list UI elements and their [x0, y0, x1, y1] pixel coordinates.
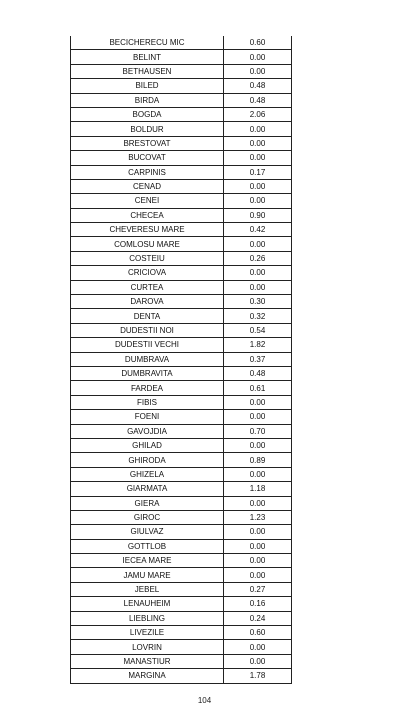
locality-name-cell: CURTEA — [71, 280, 224, 294]
locality-name-cell: LOVRIN — [71, 640, 224, 654]
table-row — [71, 395, 292, 409]
locality-name-cell: BIRDA — [71, 93, 224, 107]
locality-name-cell: COMLOSU MARE — [71, 237, 224, 251]
table-row — [71, 122, 292, 136]
locality-name-cell: BOLDUR — [71, 122, 224, 136]
value-cell: 1.78 — [224, 669, 292, 683]
table-row — [71, 438, 292, 452]
locality-name-cell: DENTA — [71, 309, 224, 323]
locality-name-cell: BRESTOVAT — [71, 136, 224, 150]
locality-name-cell: CENEI — [71, 194, 224, 208]
value-cell: 0.00 — [224, 237, 292, 251]
table-row — [71, 338, 292, 352]
table-row — [71, 165, 292, 179]
table-row — [71, 539, 292, 553]
value-cell: 1.82 — [224, 338, 292, 352]
value-cell: 0.00 — [224, 554, 292, 568]
table-row — [71, 50, 292, 64]
locality-name-cell: GIERA — [71, 496, 224, 510]
table-row — [71, 79, 292, 93]
value-cell: 0.26 — [224, 251, 292, 265]
table-row — [71, 453, 292, 467]
table-row — [71, 107, 292, 121]
locality-name-cell: LIVEZILE — [71, 626, 224, 640]
locality-name-cell: CARPINIS — [71, 165, 224, 179]
table-row — [71, 582, 292, 596]
locality-name-cell: CENAD — [71, 179, 224, 193]
table-body — [71, 36, 292, 683]
value-cell: 0.00 — [224, 50, 292, 64]
value-cell: 0.48 — [224, 366, 292, 380]
locality-name-cell: JEBEL — [71, 582, 224, 596]
table-row — [71, 669, 292, 683]
value-cell: 0.24 — [224, 611, 292, 625]
table-row — [71, 151, 292, 165]
locality-name-cell: BUCOVAT — [71, 151, 224, 165]
table-row — [71, 280, 292, 294]
locality-name-cell: DUMBRAVITA — [71, 366, 224, 380]
locality-name-cell: DUMBRAVA — [71, 352, 224, 366]
value-cell: 0.70 — [224, 424, 292, 438]
locality-name-cell: GHIRODA — [71, 453, 224, 467]
table-row — [71, 510, 292, 524]
locality-name-cell: CHECEA — [71, 208, 224, 222]
value-cell: 0.00 — [224, 280, 292, 294]
value-cell: 0.00 — [224, 136, 292, 150]
table-row — [71, 482, 292, 496]
table-row — [71, 597, 292, 611]
table-row — [71, 223, 292, 237]
locality-name-cell: BETHAUSEN — [71, 64, 224, 78]
table-row — [71, 381, 292, 395]
locality-name-cell: GIARMATA — [71, 482, 224, 496]
locality-name-cell: GOTTLOB — [71, 539, 224, 553]
value-cell: 0.00 — [224, 539, 292, 553]
locality-name-cell: GIROC — [71, 510, 224, 524]
locality-name-cell: COSTEIU — [71, 251, 224, 265]
value-cell: 0.00 — [224, 640, 292, 654]
locality-name-cell: FARDEA — [71, 381, 224, 395]
table-row — [71, 525, 292, 539]
locality-name-cell: BILED — [71, 79, 224, 93]
value-cell: 0.48 — [224, 93, 292, 107]
value-cell: 1.18 — [224, 482, 292, 496]
value-cell: 0.17 — [224, 165, 292, 179]
table-row — [71, 568, 292, 582]
table-row — [71, 309, 292, 323]
locality-name-cell: DUDESTII VECHI — [71, 338, 224, 352]
locality-name-cell: BELINT — [71, 50, 224, 64]
table-row — [71, 251, 292, 265]
table-row — [71, 410, 292, 424]
value-cell: 0.00 — [224, 122, 292, 136]
table-row — [71, 467, 292, 481]
value-cell: 0.27 — [224, 582, 292, 596]
table-row — [71, 136, 292, 150]
locality-name-cell: MARGINA — [71, 669, 224, 683]
locality-name-cell: FIBIS — [71, 395, 224, 409]
table-row — [71, 208, 292, 222]
locality-name-cell: FOENI — [71, 410, 224, 424]
table-row — [71, 424, 292, 438]
table-row — [71, 64, 292, 78]
value-cell: 0.61 — [224, 381, 292, 395]
value-cell: 0.60 — [224, 626, 292, 640]
locality-name-cell: CRICIOVA — [71, 266, 224, 280]
table-row — [71, 554, 292, 568]
value-cell: 0.00 — [224, 151, 292, 165]
value-cell: 0.42 — [224, 223, 292, 237]
locality-name-cell: BECICHERECU MIC — [71, 36, 224, 50]
table-row — [71, 611, 292, 625]
value-cell: 0.90 — [224, 208, 292, 222]
table-row — [71, 352, 292, 366]
page-number: 104 — [197, 696, 212, 705]
locality-values-table — [70, 36, 292, 684]
locality-name-cell: LENAUHEIM — [71, 597, 224, 611]
value-cell: 0.48 — [224, 79, 292, 93]
locality-name-cell: DUDESTII NOI — [71, 323, 224, 337]
value-cell: 0.32 — [224, 309, 292, 323]
locality-name-cell: BOGDA — [71, 107, 224, 121]
locality-name-cell: JAMU MARE — [71, 568, 224, 582]
locality-name-cell: CHEVERESU MARE — [71, 223, 224, 237]
value-cell: 0.89 — [224, 453, 292, 467]
table-row — [71, 237, 292, 251]
locality-name-cell: MANASTIUR — [71, 654, 224, 668]
table-row — [71, 36, 292, 50]
table-row — [71, 640, 292, 654]
value-cell: 0.00 — [224, 179, 292, 193]
table-row — [71, 179, 292, 193]
locality-name-cell: GIULVAZ — [71, 525, 224, 539]
value-cell: 0.00 — [224, 410, 292, 424]
table-row — [71, 266, 292, 280]
value-cell: 2.06 — [224, 107, 292, 121]
value-cell: 0.00 — [224, 64, 292, 78]
locality-name-cell: IECEA MARE — [71, 554, 224, 568]
value-cell: 0.00 — [224, 266, 292, 280]
table-row — [71, 295, 292, 309]
table-row — [71, 194, 292, 208]
value-cell: 0.00 — [224, 395, 292, 409]
locality-name-cell: LIEBLING — [71, 611, 224, 625]
locality-name-cell: GHIZELA — [71, 467, 224, 481]
value-cell: 0.37 — [224, 352, 292, 366]
table-row — [71, 323, 292, 337]
locality-name-cell: DAROVA — [71, 295, 224, 309]
value-cell: 0.16 — [224, 597, 292, 611]
value-cell: 0.00 — [224, 654, 292, 668]
locality-name-cell: GAVOJDIA — [71, 424, 224, 438]
value-cell: 0.00 — [224, 568, 292, 582]
value-cell: 0.00 — [224, 467, 292, 481]
table-row — [71, 93, 292, 107]
value-cell: 0.00 — [224, 438, 292, 452]
table-row — [71, 626, 292, 640]
locality-name-cell: GHILAD — [71, 438, 224, 452]
value-cell: 0.00 — [224, 194, 292, 208]
value-cell: 1.23 — [224, 510, 292, 524]
value-cell: 0.00 — [224, 496, 292, 510]
table-row — [71, 654, 292, 668]
table-row — [71, 496, 292, 510]
table-row — [71, 366, 292, 380]
value-cell: 0.30 — [224, 295, 292, 309]
value-cell: 0.54 — [224, 323, 292, 337]
value-cell: 0.60 — [224, 36, 292, 50]
value-cell: 0.00 — [224, 525, 292, 539]
